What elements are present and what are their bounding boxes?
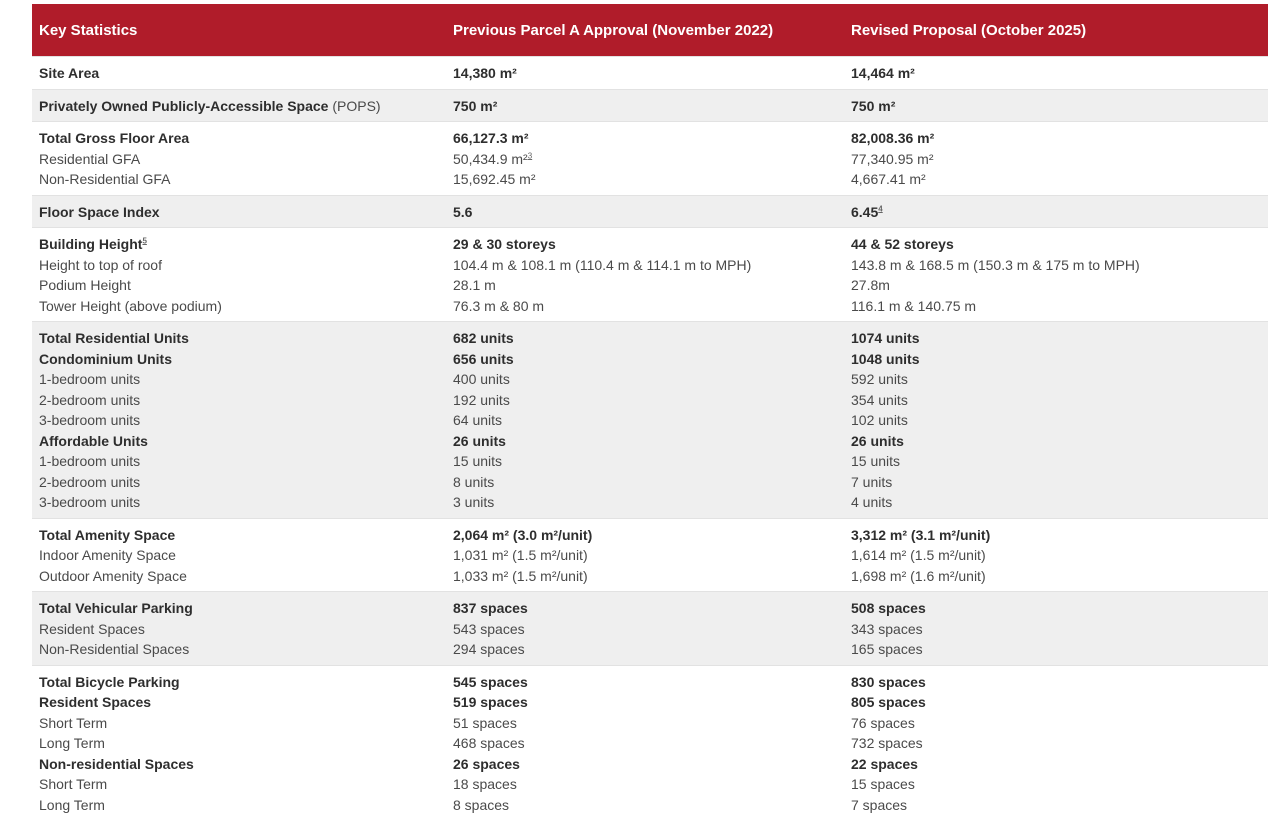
revised-value-cell	[844, 122, 1268, 196]
revised-value	[851, 410, 1261, 431]
cell-text: 29 & 30 storeys	[453, 236, 556, 252]
cell-text: Floor Space Index	[39, 203, 160, 220]
stat-label	[39, 672, 439, 693]
revised-value	[851, 795, 1261, 816]
cell-text: Non-residential Spaces	[39, 755, 194, 772]
previous-value	[453, 619, 837, 640]
cell-text: 837 spaces	[453, 600, 528, 616]
cell-text: 76 spaces	[851, 714, 915, 731]
revised-value-cell	[844, 518, 1268, 592]
label-suffix: (POPS)	[328, 97, 381, 114]
stat-label	[39, 431, 439, 452]
stat-label	[39, 202, 439, 223]
cell-text: Short Term	[39, 714, 108, 731]
previous-value	[453, 275, 837, 296]
cell-text: 26 spaces	[453, 755, 520, 772]
stat-label	[39, 598, 439, 619]
cell-text: 294 spaces	[453, 641, 525, 657]
stat-label	[39, 328, 439, 349]
table-header-row	[32, 4, 1268, 57]
stat-label	[39, 63, 439, 84]
stat-label	[39, 566, 439, 587]
revised-value	[851, 598, 1261, 619]
stat-label	[39, 296, 439, 317]
stat-label	[39, 619, 439, 640]
stat-label	[39, 349, 439, 370]
revised-value	[851, 451, 1261, 472]
previous-value	[453, 96, 837, 117]
revised-value	[851, 713, 1261, 734]
revised-value-cell	[844, 89, 1268, 122]
cell-text: 2-bedroom units	[39, 391, 141, 408]
revised-value	[851, 619, 1261, 640]
previous-value	[453, 774, 837, 795]
previous-value	[453, 598, 837, 619]
revised-value	[851, 96, 1261, 117]
previous-value	[453, 566, 837, 587]
revised-value	[851, 431, 1261, 452]
label-cell	[32, 195, 446, 228]
revised-value	[851, 255, 1261, 276]
cell-text: Non-Residential Spaces	[39, 641, 190, 657]
table-body	[32, 57, 1268, 821]
cell-text: 7 spaces	[851, 796, 908, 813]
cell-text: Total Gross Floor Area	[39, 130, 190, 146]
previous-value	[453, 451, 837, 472]
revised-value-cell	[844, 592, 1268, 666]
cell-text: Total Amenity Space	[39, 526, 176, 543]
previous-value	[453, 713, 837, 734]
cell-text: Tower Height (above podium)	[39, 297, 222, 314]
previous-value	[453, 525, 837, 546]
cell-text: 15 units	[453, 453, 503, 469]
cell-text: 44 & 52 storeys	[851, 236, 954, 252]
previous-value	[453, 390, 837, 411]
previous-value	[453, 472, 837, 493]
cell-text: 4 units	[851, 494, 893, 510]
revised-value	[851, 275, 1261, 296]
previous-value-cell	[446, 322, 844, 519]
stat-label	[39, 451, 439, 472]
cell-text: 3 units	[453, 494, 495, 510]
revised-value-cell	[844, 228, 1268, 322]
stat-label	[39, 390, 439, 411]
revised-value	[851, 328, 1261, 349]
cell-text: Podium Height	[39, 277, 131, 293]
cell-text: 15 spaces	[851, 776, 915, 792]
stat-label	[39, 410, 439, 431]
header-previous-approval: Previous Parcel A Approval (November 2022)	[446, 4, 844, 57]
previous-value	[453, 149, 837, 170]
cell-text: 8 spaces	[453, 796, 510, 813]
cell-text: 656 units	[453, 350, 514, 367]
revised-value	[851, 349, 1261, 370]
previous-value	[453, 296, 837, 317]
table-row	[32, 665, 1268, 820]
cell-text: Height to top of roof	[39, 256, 162, 273]
label-cell	[32, 322, 446, 519]
cell-text: 143.8 m & 168.5 m (150.3 m & 175 m to MPH)	[851, 256, 1140, 273]
cell-text: 3-bedroom units	[39, 412, 141, 428]
cell-text: 64 units	[453, 412, 503, 428]
previous-value-cell	[446, 518, 844, 592]
cell-text: Affordable Units	[39, 432, 148, 449]
revised-value	[851, 692, 1261, 713]
previous-value	[453, 202, 837, 223]
cell-text: 519 spaces	[453, 694, 528, 710]
stat-label	[39, 795, 439, 816]
stat-label	[39, 692, 439, 713]
cell-text: Outdoor Amenity Space	[39, 567, 187, 584]
revised-value	[851, 149, 1261, 170]
revised-value	[851, 545, 1261, 566]
previous-value-cell	[446, 57, 844, 90]
revised-value	[851, 390, 1261, 411]
revised-value	[851, 754, 1261, 775]
stat-label	[39, 275, 439, 296]
cell-text: 354 units	[851, 391, 908, 408]
previous-value-cell	[446, 122, 844, 196]
cell-text: 14,464 m²	[851, 65, 915, 81]
previous-value-cell	[446, 592, 844, 666]
label-cell	[32, 89, 446, 122]
cell-text: 732 spaces	[851, 735, 923, 751]
revised-value	[851, 492, 1261, 513]
cell-text: 1,614 m² (1.5 m²/unit)	[851, 547, 986, 563]
previous-value	[453, 431, 837, 452]
previous-value	[453, 349, 837, 370]
label-cell	[32, 592, 446, 666]
header-key-statistics: Key Statistics	[32, 4, 446, 57]
cell-text: 1,031 m² (1.5 m²/unit)	[453, 547, 588, 563]
revised-value	[851, 202, 1261, 223]
previous-value-cell	[446, 195, 844, 228]
cell-text: 6.45	[851, 203, 879, 220]
cell-text: 3-bedroom units	[39, 494, 141, 510]
previous-value	[453, 545, 837, 566]
cell-text: Privately Owned Publicly-Accessible Space	[39, 97, 329, 114]
previous-value	[453, 410, 837, 431]
cell-text: Total Vehicular Parking	[39, 600, 193, 616]
cell-text: 4,667.41 m²	[851, 171, 926, 187]
previous-value	[453, 169, 837, 190]
previous-value	[453, 639, 837, 660]
cell-text: 468 spaces	[453, 735, 525, 751]
key-statistics-table-container	[32, 4, 1268, 820]
revised-value	[851, 525, 1261, 546]
stat-label	[39, 492, 439, 513]
cell-text: 104.4 m & 108.1 m (110.4 m & 114.1 m to MPH)	[453, 256, 752, 273]
revised-value	[851, 369, 1261, 390]
revised-value	[851, 234, 1261, 255]
cell-text: 1-bedroom units	[39, 453, 141, 469]
cell-text: 22 spaces	[851, 755, 918, 772]
cell-text: 192 units	[453, 391, 510, 408]
cell-text: Resident Spaces	[39, 694, 152, 710]
cell-text: 750 m²	[851, 97, 896, 114]
footnote-link[interactable]: 5	[142, 236, 147, 246]
label-cell	[32, 518, 446, 592]
cell-text: Residential GFA	[39, 150, 141, 167]
cell-text: 1,698 m² (1.6 m²/unit)	[851, 567, 986, 584]
revised-value-cell	[844, 665, 1268, 820]
cell-text: Site Area	[39, 65, 100, 81]
cell-text: Non-Residential GFA	[39, 171, 171, 187]
previous-value	[453, 255, 837, 276]
cell-text: 116.1 m & 140.75 m	[851, 297, 977, 314]
cell-text: Total Residential Units	[39, 330, 189, 346]
cell-text: 27.8m	[851, 277, 890, 293]
cell-text: 508 spaces	[851, 600, 926, 616]
label-cell	[32, 57, 446, 90]
cell-text: 5.6	[453, 203, 473, 220]
previous-value	[453, 795, 837, 816]
previous-value	[453, 63, 837, 84]
previous-value	[453, 672, 837, 693]
cell-text: 343 spaces	[851, 620, 923, 637]
cell-text: 1,033 m² (1.5 m²/unit)	[453, 567, 588, 584]
revised-value	[851, 733, 1261, 754]
previous-value	[453, 369, 837, 390]
previous-value	[453, 733, 837, 754]
stat-label	[39, 234, 439, 255]
footnote-link[interactable]: 4	[878, 203, 883, 213]
cell-text: 77,340.95 m²	[851, 150, 934, 167]
cell-text: Long Term	[39, 796, 105, 813]
stat-label	[39, 369, 439, 390]
table-row	[32, 592, 1268, 666]
cell-text: 1048 units	[851, 350, 920, 367]
revised-value	[851, 774, 1261, 795]
cell-text: 28.1 m	[453, 277, 496, 293]
previous-value	[453, 754, 837, 775]
cell-text: 18 spaces	[453, 776, 517, 792]
cell-text: 26 units	[851, 432, 904, 449]
cell-text: 51 spaces	[453, 714, 517, 731]
table-row	[32, 322, 1268, 519]
cell-text: 3,312 m² (3.1 m²/unit)	[851, 526, 991, 543]
cell-text: 15,692.45 m²	[453, 171, 536, 187]
revised-value-cell	[844, 195, 1268, 228]
stat-label	[39, 149, 439, 170]
cell-text: 7 units	[851, 473, 893, 490]
cell-text: Building Height	[39, 236, 143, 252]
cell-text: 76.3 m & 80 m	[453, 297, 545, 314]
cell-text: 543 spaces	[453, 620, 525, 637]
cell-text: 26 units	[453, 432, 506, 449]
footnote-link[interactable]: 3	[527, 150, 533, 160]
table-row	[32, 57, 1268, 90]
stat-label	[39, 255, 439, 276]
cell-text: 682 units	[453, 330, 514, 346]
previous-value	[453, 128, 837, 149]
stat-label	[39, 472, 439, 493]
previous-value	[453, 692, 837, 713]
cell-text: 82,008.36 m²	[851, 130, 935, 146]
revised-value	[851, 566, 1261, 587]
cell-text: 165 spaces	[851, 641, 923, 657]
previous-value	[453, 328, 837, 349]
table-row	[32, 195, 1268, 228]
revised-value-cell	[844, 57, 1268, 90]
cell-text: 592 units	[851, 371, 908, 387]
previous-value-cell	[446, 228, 844, 322]
stat-label	[39, 128, 439, 149]
stat-label	[39, 754, 439, 775]
label-cell	[32, 122, 446, 196]
revised-value	[851, 169, 1261, 190]
stat-label	[39, 774, 439, 795]
cell-text: 830 spaces	[851, 673, 926, 690]
table-row	[32, 89, 1268, 122]
header-revised-proposal: Revised Proposal (October 2025)	[844, 4, 1268, 57]
cell-text: 400 units	[453, 371, 510, 387]
revised-value-cell	[844, 322, 1268, 519]
cell-text: Condominium Units	[39, 350, 172, 367]
label-cell	[32, 228, 446, 322]
key-statistics-table	[32, 4, 1268, 820]
cell-text: 1074 units	[851, 330, 920, 346]
cell-text: 750 m²	[453, 97, 498, 114]
cell-text: Indoor Amenity Space	[39, 547, 176, 563]
cell-text: 8 units	[453, 473, 495, 490]
cell-text: 15 units	[851, 453, 901, 469]
cell-text: 2-bedroom units	[39, 473, 141, 490]
cell-text: Short Term	[39, 776, 108, 792]
cell-text: 14,380 m²	[453, 65, 517, 81]
revised-value	[851, 472, 1261, 493]
stat-label	[39, 545, 439, 566]
previous-value	[453, 492, 837, 513]
previous-value	[453, 234, 837, 255]
cell-text: 66,127.3 m²	[453, 130, 529, 146]
table-row	[32, 228, 1268, 322]
revised-value	[851, 63, 1261, 84]
cell-text: Total Bicycle Parking	[39, 673, 180, 690]
previous-value-cell	[446, 89, 844, 122]
revised-value	[851, 672, 1261, 693]
cell-text: 2,064 m² (3.0 m²/unit)	[453, 526, 593, 543]
label-cell	[32, 665, 446, 820]
stat-label	[39, 713, 439, 734]
cell-text: 50,434.9 m²	[453, 150, 528, 167]
cell-text: 805 spaces	[851, 694, 926, 710]
previous-value-cell	[446, 665, 844, 820]
revised-value	[851, 296, 1261, 317]
stat-label	[39, 96, 439, 117]
stat-label	[39, 639, 439, 660]
cell-text: Long Term	[39, 735, 105, 751]
stat-label	[39, 525, 439, 546]
table-row	[32, 518, 1268, 592]
cell-text: 545 spaces	[453, 673, 528, 690]
cell-text: 1-bedroom units	[39, 371, 141, 387]
cell-text: Resident Spaces	[39, 620, 145, 637]
stat-label	[39, 733, 439, 754]
stat-label	[39, 169, 439, 190]
table-row	[32, 122, 1268, 196]
revised-value	[851, 128, 1261, 149]
revised-value	[851, 639, 1261, 660]
cell-text: 102 units	[851, 412, 908, 428]
